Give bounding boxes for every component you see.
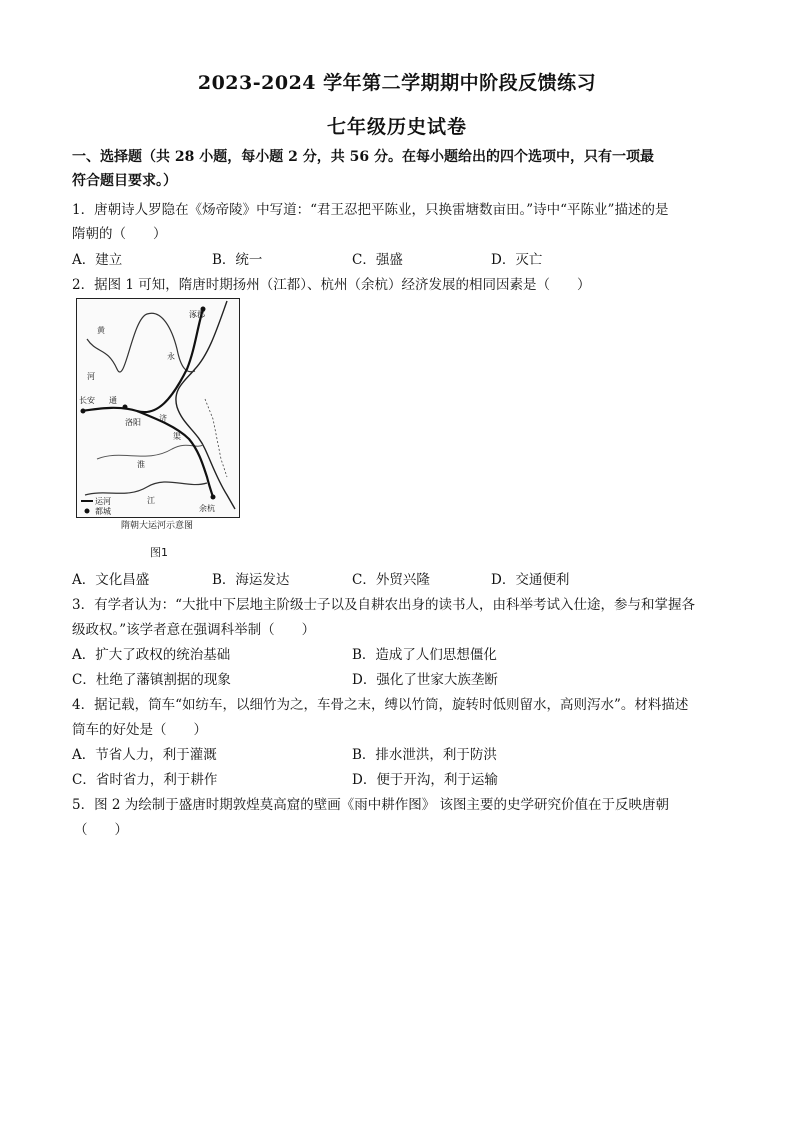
section-heading-line2: 符合题目要求。） — [72, 173, 177, 189]
grand-canal-map-graphic — [77, 299, 239, 517]
changan-marker — [81, 409, 86, 414]
q3-stem-line2: 级政权。”该学者意在强调科举制（ ） — [72, 622, 316, 638]
grand-canal-map — [76, 298, 240, 518]
q2-option-d: D．交通便利 — [491, 572, 570, 588]
q1-option-d: D．灭亡 — [491, 252, 543, 268]
q3-option-c: C．杜绝了藩镇割据的现象 — [72, 672, 231, 688]
q4-option-d: D．便于开沟，利于运输 — [352, 772, 498, 788]
q3-option-a: A．扩大了政权的统治基础 — [72, 647, 231, 663]
q3-option-b: B．造成了人们思想僵化 — [352, 647, 497, 663]
q2-option-a: A．文化昌盛 — [72, 572, 150, 588]
q3-option-d: D．强化了世家大族垄断 — [352, 672, 498, 688]
legend-canal: 运河 — [95, 497, 111, 506]
q4-option-b: B．排水泄洪，利于防洪 — [352, 747, 497, 763]
q2-option-c: C．外贸兴隆 — [352, 572, 430, 588]
map-label-ji: 济 — [159, 414, 167, 423]
legend-capital: 都城 — [95, 507, 111, 516]
map-caption: 隋朝大运河示意图 — [120, 521, 193, 531]
map-label-jiang: 江 — [147, 496, 155, 505]
map-label-luoyang: 洛阳 — [125, 418, 141, 427]
map-label-changan: 长安 — [79, 396, 95, 405]
q1-option-b: B．统一 — [212, 252, 263, 268]
q3-stem-line1: 3．有学者认为：“大批中下层地主阶级士子以及自耕农出身的读书人，由科举考试入仕途，参与和掌握各 — [72, 597, 695, 613]
exam-title: 2023-2024 学年第二学期期中阶段反馈练习 — [197, 72, 597, 94]
q1-option-c: C．强盛 — [352, 252, 403, 268]
q4-option-a: A．节省人力，利于灌溉 — [72, 747, 217, 763]
q1-stem-line2: 隋朝的（ ） — [72, 226, 167, 242]
q1-stem-line1: 1．唐朝诗人罗隐在《炀帝陵》中写道：“君王忍把平陈业，只换雷塘数亩田。”诗中“平陈业”描述的是 — [72, 202, 669, 218]
exam-subtitle: 七年级历史试卷 — [326, 116, 467, 138]
q4-stem-line1: 4．据记载，筒车“如纺车，以细竹为之，车骨之末，缚以竹筒，旋转时低则留水，高则泻水”。材料描述 — [72, 697, 689, 713]
map-label-yuhang: 余杭 — [199, 504, 215, 513]
q5-stem-line2: （ ） — [74, 822, 128, 838]
map-label-tong: 通 — [109, 396, 117, 405]
q1-option-a: A．建立 — [72, 252, 123, 268]
map-label-huai: 淮 — [137, 460, 145, 469]
map-label-huang: 黄 — [97, 326, 105, 335]
map-label-he: 河 — [87, 372, 95, 381]
yuhang-marker — [211, 495, 216, 500]
q2-stem: 2．据图 1 可知，隋唐时期扬州（江都）、杭州（余杭）经济发展的相同因素是（ ） — [72, 277, 591, 293]
luoyang-marker — [123, 405, 128, 410]
map-label-zhuo: 涿郡 — [189, 310, 205, 319]
q5-stem-line1: 5．图 2 为绘制于盛唐时期敦煌莫高窟的壁画《雨中耕作图》 该图主要的史学研究价值在于反映唐朝 — [72, 797, 670, 813]
section-heading-line1: 一、选择题（共 28 小题，每小题 2 分，共 56 分。在每小题给出的四个选项中，只有一项最 — [72, 149, 654, 165]
q4-stem-line2: 筒车的好处是（ ） — [72, 722, 207, 738]
figure-label: 图1 — [150, 546, 168, 559]
q2-option-b: B．海运发达 — [212, 572, 290, 588]
map-label-yong: 永 — [167, 352, 175, 361]
q4-option-c: C．省时省力，利于耕作 — [72, 772, 218, 788]
map-label-qu: 渠 — [173, 432, 181, 441]
